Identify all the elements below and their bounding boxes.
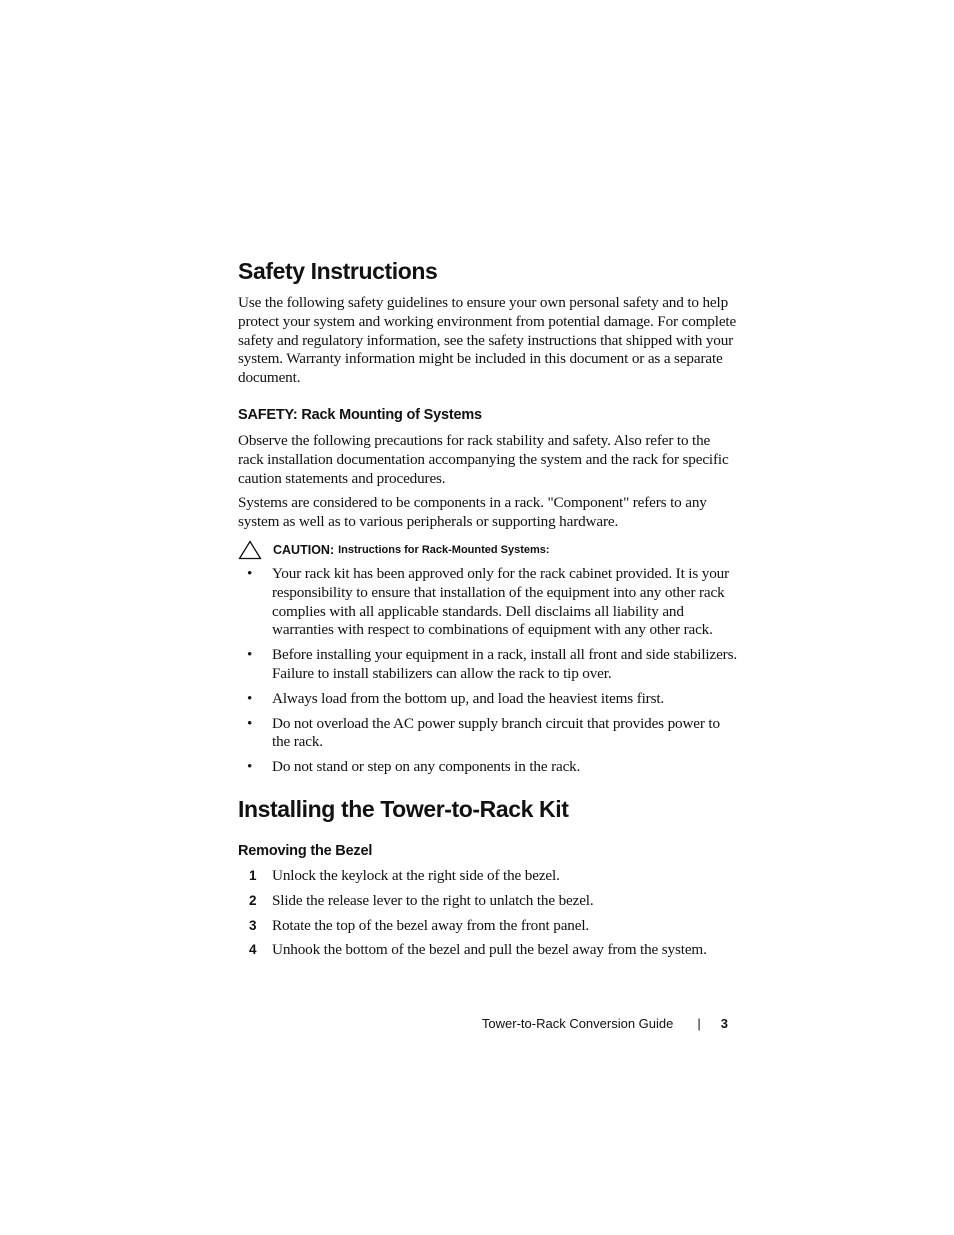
bullet-icon: •	[247, 714, 253, 732]
page-footer	[482, 1015, 728, 1033]
step-item: 4 Unhook the bottom of the bezel and pull the bezel away from the system.	[249, 941, 707, 959]
page-number: 3	[720, 1016, 728, 1031]
list-item: • Your rack kit has been approved only for the rack cabinet provided. It is your responsibility to ensure that installation of the equipment into any other rack complies with all applicable standards. Dell disclaims all liability and warranties with respect to combinations of equipment with any other rack.	[247, 564, 730, 639]
step-number: 4	[249, 942, 257, 958]
bezel-steps-list	[238, 867, 738, 960]
step-number: 2	[249, 892, 257, 908]
safety-intro-paragraph: Use the following safety guidelines to ensure your own personal safety and to help protect your system and working environment from potential damage. For complete safety and regulatory information, see the safety instructions that shipped with your system. Warranty information might be included in this document or as a separate document.	[238, 294, 737, 387]
removing-bezel-heading: Removing the Bezel	[238, 842, 373, 859]
list-item: • Do not overload the AC power supply branch circuit that provides power to the rack.	[247, 714, 720, 751]
bullet-icon: •	[247, 646, 253, 664]
step-item: 3 Rotate the top of the bezel away from the front panel.	[249, 916, 590, 934]
footer-separator: |	[697, 1016, 701, 1031]
bullet-icon: •	[247, 758, 253, 776]
installing-heading: Installing the Tower-to-Rack Kit	[238, 795, 569, 822]
list-item: • Always load from the bottom up, and load the heaviest items first.	[247, 689, 665, 707]
footer-guide-title: Tower-to-Rack Conversion Guide	[481, 1016, 674, 1031]
caution-text: Instructions for Rack-Mounted Systems:	[338, 543, 550, 556]
step-number: 1	[249, 867, 257, 883]
step-item: 2 Slide the release lever to the right to unlatch the bezel.	[249, 891, 594, 909]
components-paragraph: Systems are considered to be components in a rack. "Component" refers to any system as well as to various peripherals or supporting hardware.	[238, 494, 707, 531]
rack-precautions-paragraph: Observe the following precautions for rack stability and safety. Also refer to the rack installation documentation accompanying the system and the rack for specific caution statements and procedures.	[238, 431, 729, 487]
step-number: 3	[249, 917, 257, 933]
rack-precautions-list	[238, 565, 738, 777]
list-item: • Do not stand or step on any components in the rack.	[247, 758, 581, 776]
bullet-icon: •	[247, 564, 253, 582]
caution-label: CAUTION:	[273, 542, 335, 557]
step-item: 1 Unlock the keylock at the right side of the bezel.	[249, 866, 560, 884]
bullet-icon: •	[247, 689, 253, 707]
list-item: • Before installing your equipment in a rack, install all front and side stabilizers. Failure to install stabilizers can allow the rack to tip over.	[247, 646, 737, 682]
caution-notice	[238, 540, 738, 560]
rack-mounting-heading: SAFETY: Rack Mounting of Systems	[238, 406, 482, 423]
safety-instructions-heading: Safety Instructions	[238, 258, 438, 284]
page-content	[238, 254, 738, 966]
warning-triangle-icon	[238, 540, 262, 560]
